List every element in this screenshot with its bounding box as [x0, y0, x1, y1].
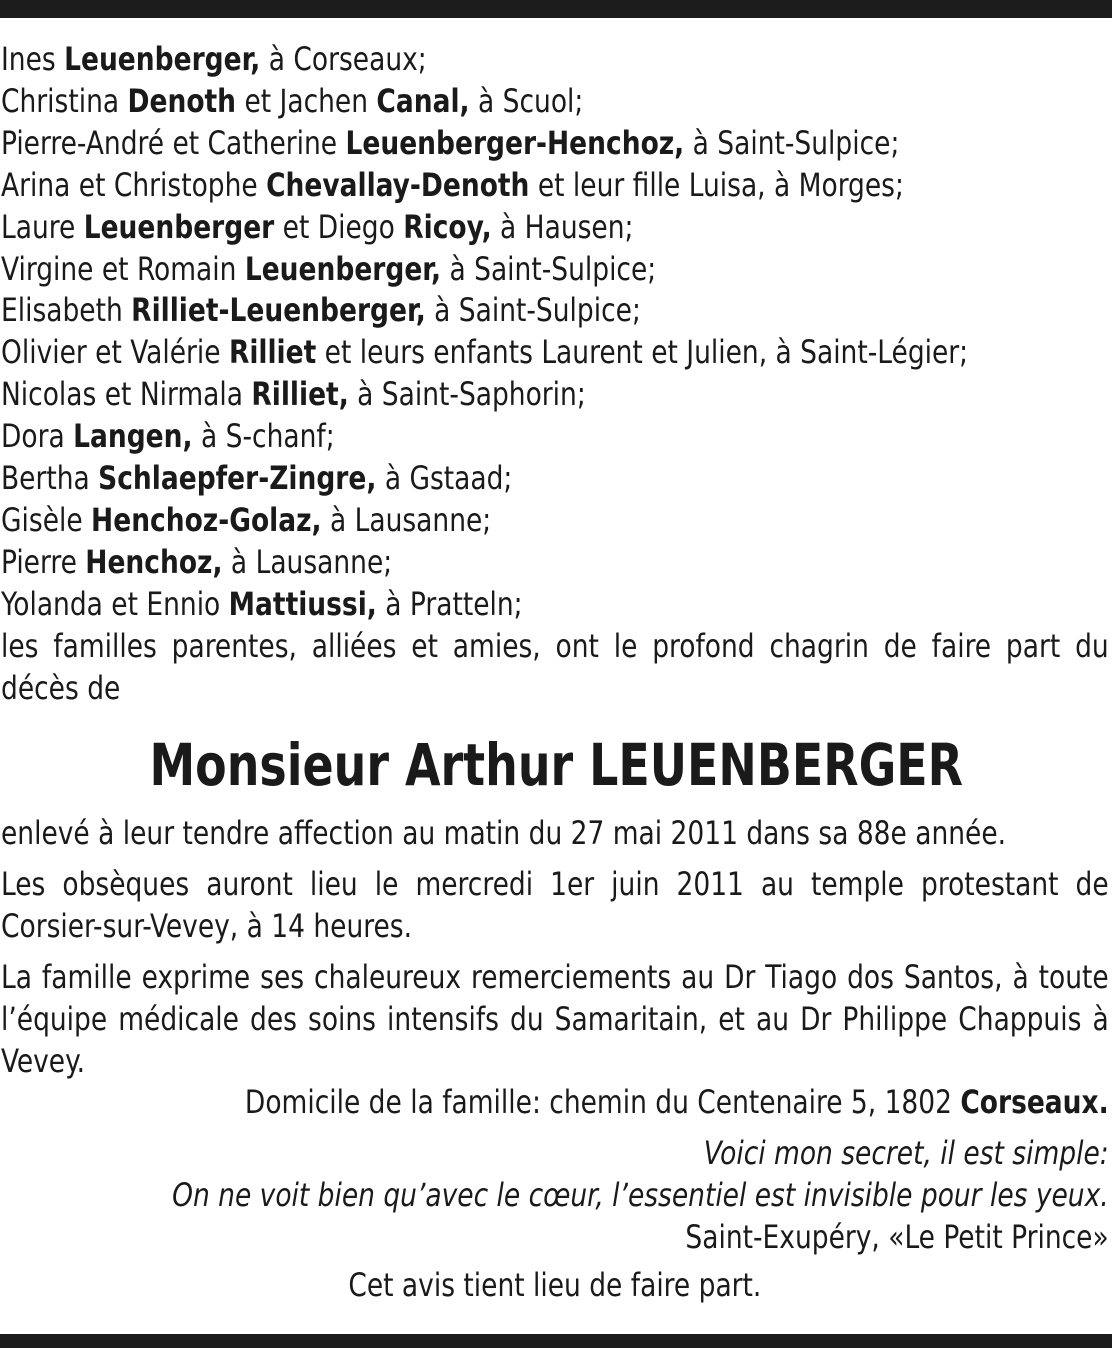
- family-text: Pierre-André et Catherine: [1, 123, 346, 162]
- family-text: à S-chanf;: [192, 417, 335, 456]
- family-line: [1, 500, 1109, 542]
- family-name: Mattiussi,: [228, 584, 377, 623]
- family-name: Henchoz,: [85, 542, 223, 581]
- family-name: Langen,: [73, 417, 193, 456]
- family-name: Leuenberger-Henchoz,: [345, 123, 685, 162]
- family-line: [1, 542, 1109, 584]
- family-name: Ricoy,: [403, 207, 492, 246]
- family-text: à Saint-Sulpice;: [441, 249, 657, 288]
- family-name: Canal,: [376, 81, 470, 120]
- family-name: Rilliet: [228, 333, 317, 372]
- family-line: [1, 584, 1109, 626]
- family-text: à Gstaad;: [376, 459, 513, 498]
- family-line: [1, 39, 1109, 81]
- family-line: [1, 416, 1109, 458]
- family-text: et leur fille Luisa, à Morges;: [529, 165, 904, 204]
- family-list: [1, 39, 1109, 626]
- family-text: à Corseaux;: [260, 40, 427, 78]
- bottom-rule: [0, 1334, 1112, 1348]
- family-line: [1, 290, 1109, 332]
- address-prefix: Domicile de la famille: chemin du Centenaire 5, 1802: [244, 1083, 961, 1122]
- family-text: Dora: [1, 417, 74, 456]
- family-text: Virgine et Romain: [1, 249, 245, 288]
- family-name: Henchoz-Golaz,: [91, 500, 322, 539]
- address-town: Corseaux.: [960, 1083, 1109, 1122]
- family-section: [1, 39, 1109, 710]
- quote-line-1: Voici mon secret, il est simple:: [703, 1134, 1109, 1173]
- family-text: et Jachen: [236, 81, 377, 120]
- family-text: à Scuol;: [469, 81, 584, 120]
- family-text: Ines: [1, 40, 65, 78]
- family-line: [1, 332, 1109, 374]
- top-rule: [0, 0, 1112, 18]
- family-text: Olivier et Valérie: [1, 333, 229, 372]
- family-name: Chevallay-Denoth: [266, 165, 530, 204]
- family-text: Bertha: [1, 459, 99, 498]
- family-text: à Saint-Sulpice;: [425, 291, 641, 330]
- family-name: Leuenberger,: [64, 40, 261, 78]
- family-text: Elisabeth: [1, 291, 132, 330]
- family-text: Yolanda et Ennio: [1, 584, 229, 623]
- family-line: [1, 165, 1109, 207]
- family-line: [1, 123, 1109, 165]
- family-address: [1, 1082, 1109, 1124]
- quote-block: [1, 1133, 1109, 1259]
- family-text: Gisèle: [1, 500, 92, 539]
- family-text: à Saint-Saphorin;: [348, 375, 586, 414]
- family-text: et leurs enfants Laurent et Julien, à Saint-Légier;: [316, 333, 969, 372]
- family-line: [1, 81, 1109, 123]
- family-text: à Lausanne;: [222, 542, 393, 581]
- family-name: Rilliet-Leuenberger,: [131, 291, 426, 330]
- family-text: Pierre: [1, 542, 86, 581]
- family-line: [1, 207, 1109, 249]
- thanks-paragraph: La famille exprime ses chaleureux remerciements au Dr Tiago dos Santos, à toute l’équipe médicale des soins intensifs du Samaritain, et au Dr Philippe Chappuis à Vevey.: [1, 957, 1109, 1080]
- family-text: à Pratteln;: [376, 584, 523, 623]
- family-text: Christina: [1, 81, 128, 120]
- funeral-paragraph: Les obsèques auront lieu le mercredi 1er juin 2011 au temple protestant de Corsier-sur-Vevey, à 14 heures.: [1, 864, 1109, 945]
- family-text: et Diego: [274, 207, 404, 246]
- family-line: [1, 249, 1109, 291]
- closing-line: Cet avis tient lieu de faire part.: [348, 1266, 762, 1305]
- family-line: [1, 458, 1109, 500]
- family-text: à Hausen;: [491, 207, 634, 246]
- family-name: Denoth: [127, 81, 237, 120]
- taken-paragraph: enlevé à leur tendre affection au matin du 27 mai 2011 dans sa 88e année.: [1, 814, 1007, 852]
- family-text: Laure: [1, 207, 84, 246]
- family-text: à Lausanne;: [321, 500, 492, 539]
- family-text: Arina et Christophe: [1, 165, 267, 204]
- intro-text: les familles parentes, alliées et amies, ont le profond chagrin de faire part du décès de: [1, 626, 1109, 707]
- family-line: [1, 374, 1109, 416]
- notice-body: [1, 813, 1109, 1307]
- family-name: Leuenberger: [83, 207, 275, 246]
- quote-source: Saint-Exupéry, «Le Petit Prince»: [685, 1218, 1109, 1257]
- family-text: Nicolas et Nirmala: [1, 375, 252, 414]
- deceased-name: [0, 725, 1112, 805]
- quote-line-2: On ne voit bien qu’avec le cœur, l’essentiel est invisible pour les yeux.: [172, 1176, 1109, 1215]
- family-text: à Saint-Sulpice;: [684, 123, 900, 162]
- family-name: Leuenberger,: [244, 249, 442, 288]
- deceased-name-text: Monsieur Arthur LEUENBERGER: [149, 731, 963, 799]
- family-name: Schlaepfer-Zingre,: [98, 459, 377, 498]
- family-name: Rilliet,: [251, 375, 349, 414]
